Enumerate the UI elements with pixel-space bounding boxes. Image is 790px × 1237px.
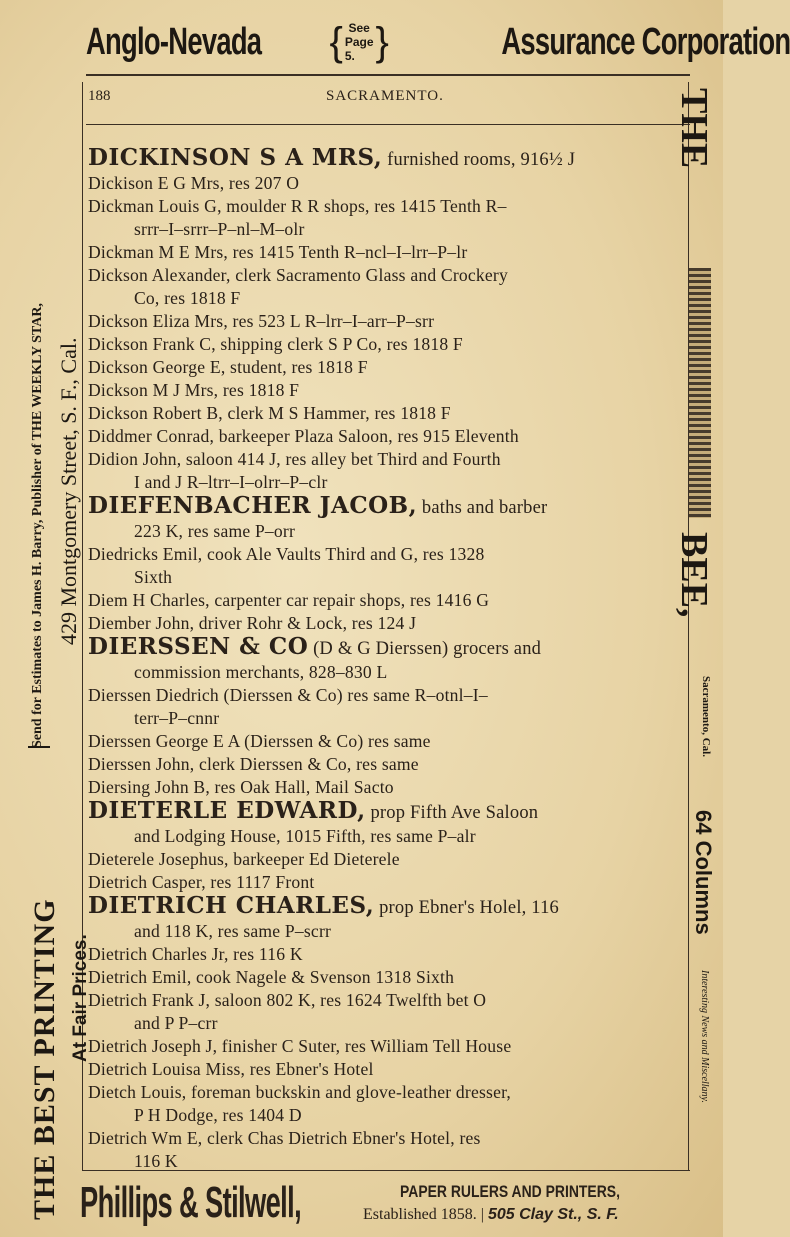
footer-services: PAPER RULERS AND PRINTERS,: [400, 1182, 620, 1201]
entry-text: (D & G Dierssen) grocers and: [308, 639, 542, 659]
entry-text: and P P–crr: [134, 1013, 218, 1033]
footer-address: 505 Clay St., S. F.: [487, 1206, 619, 1223]
directory-entry: [88, 966, 688, 989]
entry-text: Dickman Louis G, moulder R R shops, res 1415 Tenth R–: [88, 196, 507, 216]
directory-entry: [88, 589, 688, 612]
see-page-reference: [329, 20, 388, 65]
directory-entries: [88, 146, 688, 1173]
entry-text: Diersing John B, res Oak Hall, Mail Sacto: [88, 777, 394, 797]
entry-text: 223 K, res same P–orr: [134, 521, 296, 541]
entry-text: Dierssen Diedrich (Dierssen & Co) res same R–otnl–I–: [88, 685, 488, 705]
entry-text: Diem H Charles, carpenter car repair shops, res 1416 G: [88, 590, 490, 610]
directory-entry: [88, 848, 688, 871]
directory-entry: [88, 543, 688, 566]
entry-bold-name: DICKINSON S A MRS,: [88, 144, 383, 171]
entry-bold-name: DIETRICH CHARLES,: [88, 892, 375, 919]
meta-rule: [86, 124, 690, 125]
directory-entry: [88, 333, 688, 356]
entry-text: Didion John, saloon 414 J, res alley bet Third and Fourth: [88, 449, 501, 469]
directory-entry: [88, 612, 688, 635]
directory-entry: [88, 402, 688, 425]
entry-continuation: [88, 520, 688, 543]
entry-text: Diedricks Emil, cook Ale Vaults Third and G, res 1328: [88, 544, 485, 564]
left-ad-fair-prices: At Fair Prices.: [70, 934, 91, 1062]
see-line-1: See: [348, 21, 370, 35]
footer-advertisement: [80, 1178, 700, 1234]
entry-text: Dickson Frank C, shipping clerk S P Co, res 1818 F: [88, 334, 463, 354]
entry-continuation: [88, 825, 688, 848]
entry-text: commission merchants, 828–830 L: [134, 662, 388, 682]
entry-continuation: [88, 1012, 688, 1035]
entry-text: P H Dodge, res 1404 D: [134, 1105, 302, 1125]
left-ad-address: 429 Montgomery Street, S. F., Cal.: [56, 337, 81, 645]
entry-text: Dietrich Joseph J, finisher C Suter, res William Tell House: [88, 1036, 512, 1056]
directory-entry: [88, 776, 688, 799]
entry-text: Dietrich Wm E, clerk Chas Dietrich Ebner's Hotel, res: [88, 1128, 481, 1148]
entry-text: Dietrich Casper, res 1117 Front: [88, 872, 315, 892]
directory-entry: [88, 871, 688, 894]
directory-entry: [88, 989, 688, 1012]
entry-text: Dietrich Emil, cook Nagele & Svenson 1318 Sixth: [88, 967, 455, 987]
right-ad-sacramento: Sacramento, Cal.: [700, 676, 712, 757]
entry-text: Dierssen John, clerk Dierssen & Co, res same: [88, 754, 419, 774]
directory-entry: [88, 894, 688, 920]
entry-continuation: [88, 287, 688, 310]
entry-continuation: [88, 471, 688, 494]
left-ad-send-estimates: Send for Estimates to James H. Barry, Publisher of THE WEEKLY STAR,: [30, 303, 45, 748]
right-ad-columns: 64 Columns: [691, 810, 716, 935]
brace-right: }: [375, 19, 389, 64]
directory-entry: [88, 172, 688, 195]
directory-entry: [88, 494, 688, 520]
column-right-rule: [688, 82, 689, 1170]
entry-text: Diddmer Conrad, barkeeper Plaza Saloon, res 915 Eleventh: [88, 426, 519, 446]
entry-continuation: [88, 707, 688, 730]
right-ad-ornament: [689, 268, 711, 518]
header-advertisement: [86, 14, 790, 70]
page-number: 188: [88, 88, 111, 104]
entry-text: Dierssen George E A (Dierssen & Co) res same: [88, 731, 431, 751]
footer-established: Established 1858.: [363, 1206, 477, 1223]
entry-text: Dietrich Charles Jr, res 116 K: [88, 944, 303, 964]
entry-text: Sixth: [134, 567, 173, 587]
directory-entry: [88, 799, 688, 825]
right-ad-the: THE: [673, 88, 715, 169]
footer-established-line: [363, 1206, 619, 1224]
page-city: SACRAMENTO.: [326, 88, 444, 104]
directory-entry: [88, 448, 688, 471]
directory-entry: [88, 146, 688, 172]
brace-left: {: [329, 19, 343, 64]
header-left-text: Anglo-Nevada: [86, 20, 262, 63]
directory-entry: [88, 684, 688, 707]
directory-entry: [88, 356, 688, 379]
entry-text: Dietrich Louisa Miss, res Ebner's Hotel: [88, 1059, 374, 1079]
entry-text: furnished rooms, 916½ J: [382, 150, 576, 170]
entry-text: baths and barber: [417, 498, 548, 518]
directory-entry: [88, 264, 688, 287]
directory-entry: [88, 1127, 688, 1150]
directory-entry: [88, 943, 688, 966]
entry-bold-name: DIETERLE EDWARD,: [88, 797, 366, 824]
entry-text: srrr–I–srrr–P–nl–M–olr: [134, 219, 305, 239]
footer-company-name: Phillips & Stilwell,: [80, 1178, 302, 1227]
entry-continuation: [88, 920, 688, 943]
entry-continuation: [88, 566, 688, 589]
entry-text: Diember John, driver Rohr & Lock, res 124 J: [88, 613, 417, 633]
entry-text: Dickison E G Mrs, res 207 O: [88, 173, 300, 193]
entry-text: Dickson Robert B, clerk M S Hammer, res 1818 F: [88, 403, 451, 423]
directory-entry: [88, 753, 688, 776]
header-right-text: Assurance Corporation: [501, 20, 790, 63]
entry-bold-name: DIEFENBACHER JACOB,: [88, 492, 418, 519]
entry-text: Dickson M J Mrs, res 1818 F: [88, 380, 300, 400]
directory-entry: [88, 635, 688, 661]
entry-text: 116 K: [134, 1151, 178, 1171]
header-rule: [86, 74, 690, 76]
directory-entry: [88, 310, 688, 333]
directory-entry: [88, 425, 688, 448]
entry-text: Dickson Alexander, clerk Sacramento Glass and Crockery: [88, 265, 508, 285]
entry-bold-name: DIERSSEN & CO: [88, 633, 309, 660]
entry-text: Dietch Louis, foreman buckskin and glove-leather dresser,: [88, 1082, 512, 1102]
entry-text: prop Ebner's Holel, 116: [374, 898, 559, 918]
entry-text: and 118 K, res same P–scrr: [134, 921, 332, 941]
directory-entry: [88, 195, 688, 218]
directory-entry: [88, 1081, 688, 1104]
entry-text: Dickman M E Mrs, res 1415 Tenth R–ncl–I–lrr–P–lr: [88, 242, 468, 262]
footer-separator: |: [480, 1206, 484, 1223]
entry-continuation: [88, 1150, 688, 1173]
directory-entry: [88, 730, 688, 753]
entry-text: Dieterele Josephus, barkeeper Ed Dieterele: [88, 849, 400, 869]
entry-text: Dickson Eliza Mrs, res 523 L R–lrr–I–arr–P–srr: [88, 311, 435, 331]
directory-entry: [88, 1058, 688, 1081]
entry-continuation: [88, 661, 688, 684]
entry-continuation: [88, 218, 688, 241]
entry-text: Dietrich Frank J, saloon 802 K, res 1624 Twelfth bet O: [88, 990, 487, 1010]
entry-text: Co, res 1818 F: [134, 288, 241, 308]
directory-entry: [88, 379, 688, 402]
entry-text: and Lodging House, 1015 Fifth, res same P–alr: [134, 826, 476, 846]
see-line-2: Page 5.: [344, 35, 374, 63]
right-ad-bee: BEE,: [673, 532, 715, 618]
entry-text: Dickson George E, student, res 1818 F: [88, 357, 368, 377]
left-ad-best-printing: THE BEST PRINTING: [28, 898, 61, 1220]
directory-entry: [88, 241, 688, 264]
entry-text: I and J R–ltrr–I–olrr–P–clr: [134, 472, 328, 492]
entry-text: terr–P–cnnr: [134, 708, 220, 728]
entry-continuation: [88, 1104, 688, 1127]
directory-entry: [88, 1035, 688, 1058]
right-ad-miscellany: Interesting News and Miscellany.: [699, 970, 710, 1103]
entry-text: prop Fifth Ave Saloon: [365, 803, 539, 823]
